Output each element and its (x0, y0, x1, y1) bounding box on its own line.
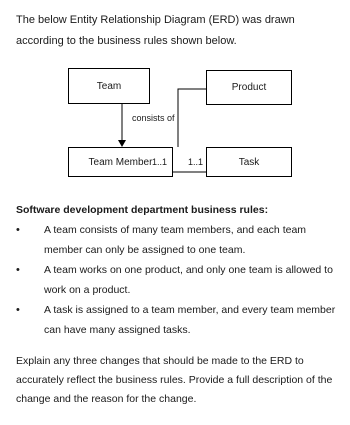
cardinality-right: 1..1 (188, 157, 204, 167)
rule-item: • A team works on one product, and only one team is allowed to work on a product. (0, 260, 350, 300)
erd-diagram (0, 0, 350, 200)
bullet-icon: • (16, 304, 20, 316)
entity-product: Product (206, 70, 292, 105)
member-product-connector (178, 89, 206, 147)
entity-team: Team (68, 68, 150, 104)
bullet-icon: • (16, 264, 20, 276)
rules-heading: Software development department business rules: (16, 204, 269, 216)
bullet-icon: • (16, 224, 20, 236)
rules-list (0, 220, 350, 340)
relationship-label: consists of (132, 113, 175, 123)
cardinality-left: 1..1 (152, 157, 168, 167)
intro-text: The below Entity Relationship Diagram (ERD) was drawn according to the business rules shown below. (16, 14, 295, 47)
rule-item: • A team consists of many team members, and each team member can only be assigned to one team. (0, 220, 350, 260)
entity-team-member: Team Member (68, 147, 173, 177)
entity-task: Task (206, 147, 292, 177)
arrow-head-icon (118, 140, 126, 147)
question-text: Explain any three changes that should be made to the ERD to accurately reflect the business rules. Provide a full description of the change and the reason for the change. (16, 355, 333, 405)
erd-connectors (0, 0, 350, 200)
rule-item: • A task is assigned to a team member, and every team member can have many assigned tasks. (0, 300, 350, 340)
